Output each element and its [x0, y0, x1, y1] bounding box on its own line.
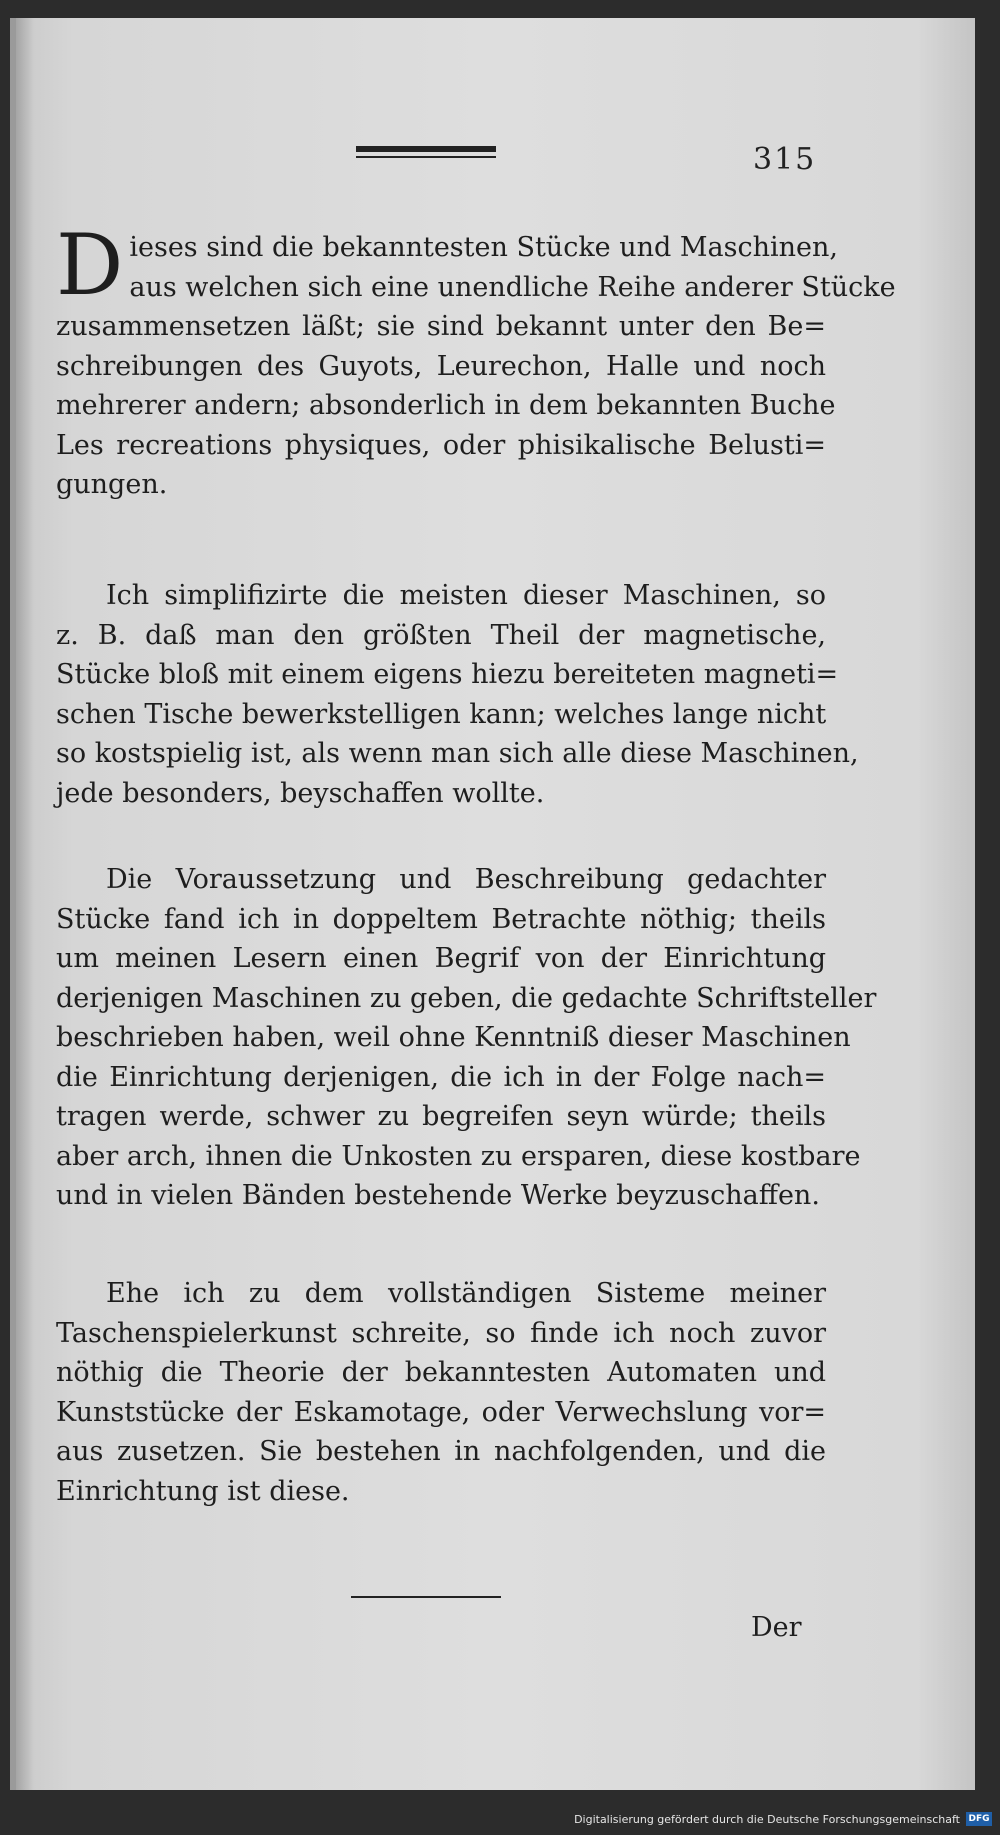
text-line: mehrerer andern; absonderlich in dem bekannten Buche	[56, 390, 836, 421]
header-rule	[356, 146, 496, 160]
text-line: so kostspielig ist, als wenn man sich alle diese Maschinen,	[56, 738, 859, 769]
text-line: um meinen Lesern einen Begrif von der Einrichtung	[56, 943, 826, 974]
text-line: schen Tische bewerkstelligen kann; welches lange nicht	[56, 698, 827, 730]
text-line: aus welchen sich eine unendliche Reihe anderer Stücke	[129, 271, 896, 303]
dfg-logo-icon: DFG	[966, 1812, 992, 1826]
text-line: tragen werde, schwer zu begreifen seyn würde; theils	[56, 1101, 826, 1132]
text-line: Stücke fand ich in doppeltem Betrachte nöthig; theils	[56, 903, 826, 935]
section-end-rule	[351, 1596, 501, 1598]
paragraph-2	[56, 576, 859, 813]
text-line: Taschenspielerkunst schreite, so finde ich noch zuvor	[56, 1317, 826, 1349]
text-line: schreibungen des Guyots, Leurechon, Halle und noch	[56, 350, 826, 382]
catchword: Der	[751, 1612, 802, 1643]
footer-credit: Digitalisierung gefördert durch die Deutsche Forschungsgemeinschaft	[574, 1813, 960, 1826]
paragraph-1	[56, 216, 896, 505]
text-line: derjenigen Maschinen zu geben, die gedachte Schriftsteller	[56, 982, 877, 1014]
text-line: Ich simplifizirte die meisten dieser Maschinen, so	[106, 580, 826, 611]
text-line: nöthig die Theorie der bekanntesten Automaten und	[56, 1357, 826, 1388]
text-line: Kunststücke der Eskamotage, oder Verwechslung vor=	[56, 1396, 826, 1428]
text-line: beschrieben haben, weil ohne Kenntniß dieser Maschinen	[56, 1022, 851, 1053]
text-line: aber arch, ihnen die Unkosten zu ersparen, diese kostbare	[56, 1140, 861, 1172]
text-line: Die Voraussetzung und Beschreibung gedachter	[106, 864, 826, 895]
spine-shadow	[16, 18, 34, 1790]
text-line: gungen.	[56, 469, 168, 500]
text-line: Einrichtung ist diese.	[56, 1475, 350, 1507]
book-page	[10, 18, 975, 1790]
text-line: die Einrichtung derjenigen, die ich in der Folge nach=	[56, 1061, 826, 1093]
drop-cap: D	[56, 216, 124, 314]
text-line: z. B. daß man den größten Theil der magnetische,	[56, 619, 826, 651]
paragraph-4	[56, 1274, 826, 1511]
text-line: Ehe ich zu dem vollständigen Sisteme meiner	[106, 1278, 826, 1309]
text-line: Stücke bloß mit einem eigens hiezu bereiteten magneti=	[56, 659, 839, 690]
text-line: und in vielen Bänden bestehende Werke beyzuschaffen.	[56, 1180, 820, 1211]
text-line: jede besonders, beyschaffen wollte.	[56, 777, 545, 809]
text-line: Les recreations physiques, oder phisikalische Belusti=	[56, 429, 826, 461]
text-line: zusammensetzen läßt; sie sind bekannt unter den Be=	[56, 311, 826, 342]
text-line: aus zusetzen. Sie bestehen in nachfolgenden, und die	[56, 1436, 826, 1467]
page-number: 315	[753, 142, 817, 177]
paragraph-3	[56, 860, 877, 1216]
text-line: ieses sind die bekanntesten Stücke und Maschinen,	[129, 232, 838, 263]
